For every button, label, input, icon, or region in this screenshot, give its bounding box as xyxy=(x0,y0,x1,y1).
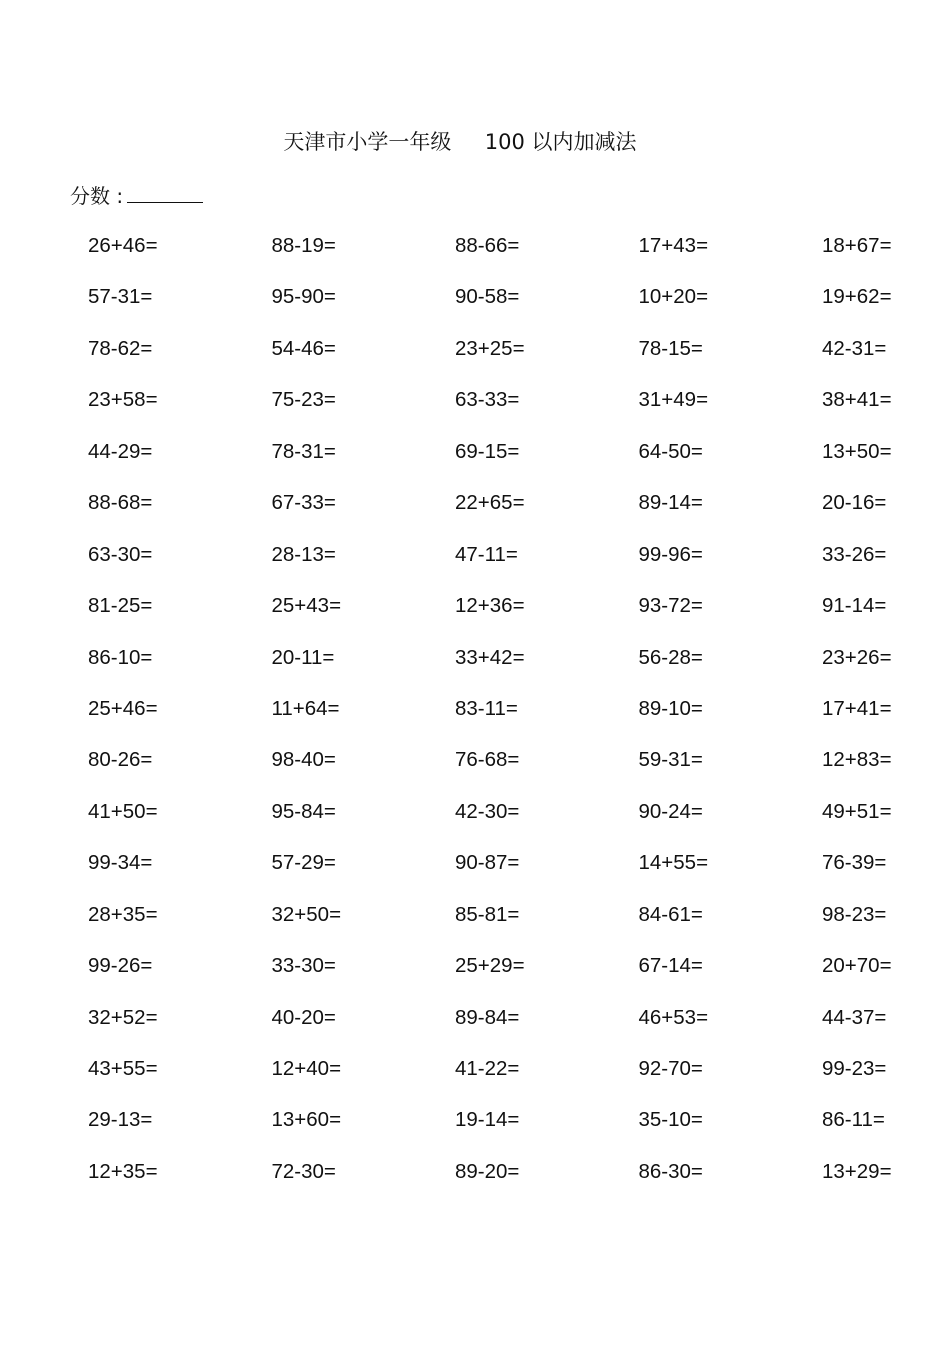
problem-item: 99-34= xyxy=(88,851,153,875)
problem-item: 12+40= xyxy=(271,1057,342,1080)
problem-item: 23+58= xyxy=(88,388,158,412)
problem-item: 29-13= xyxy=(88,1108,153,1132)
problem-item: 78-31= xyxy=(271,439,336,463)
problem-item: 22+65= xyxy=(455,491,525,515)
problem-item: 57-31= xyxy=(88,285,153,309)
problem-item: 19-14= xyxy=(455,1108,520,1132)
problem-item: 98-23= xyxy=(822,902,887,926)
problem-item: 25+29= xyxy=(455,954,525,978)
problem-item: 42-30= xyxy=(455,799,520,823)
problem-item: 43+55= xyxy=(88,1057,158,1080)
worksheet-title: 天津市小学一年级 100 以内加减法 xyxy=(283,130,637,154)
problem-item: 78-15= xyxy=(638,336,703,360)
problem-item: 89-84= xyxy=(455,1005,520,1029)
problem-item: 86-10= xyxy=(88,645,153,669)
problem-item: 20+70= xyxy=(822,954,892,978)
problem-item: 76-39= xyxy=(822,851,887,875)
score-label: 分数 : xyxy=(70,184,124,208)
problem-item: 13+50= xyxy=(822,439,892,463)
problem-item: 12+35= xyxy=(88,1159,158,1183)
problem-item: 83-11= xyxy=(455,696,518,720)
problem-item: 35-10= xyxy=(638,1108,703,1132)
problem-item: 13+60= xyxy=(271,1108,342,1132)
problem-item: 26+46= xyxy=(88,234,158,257)
score-field xyxy=(70,180,203,211)
problem-item: 88-66= xyxy=(455,234,520,257)
problem-item: 63-30= xyxy=(88,542,153,566)
problem-item: 17+41= xyxy=(822,696,892,720)
problem-item: 89-14= xyxy=(638,491,703,515)
problem-item: 95-90= xyxy=(271,285,336,309)
problem-item: 40-20= xyxy=(271,1005,336,1029)
problem-item: 99-23= xyxy=(822,1057,887,1080)
problem-item: 25+43= xyxy=(271,594,342,618)
problem-item: 67-14= xyxy=(638,954,703,978)
problem-item: 20-11= xyxy=(271,645,335,669)
problem-item: 41-22= xyxy=(455,1057,520,1080)
problem-item: 17+43= xyxy=(638,234,709,257)
problem-item: 33-26= xyxy=(822,542,887,566)
problem-item: 31+49= xyxy=(638,388,709,412)
problem-item: 84-61= xyxy=(638,902,703,926)
problem-item: 23+25= xyxy=(455,336,525,360)
problem-item: 32+50= xyxy=(271,902,342,926)
problem-item: 54-46= xyxy=(271,336,336,360)
problem-item: 88-19= xyxy=(271,234,336,257)
problem-item: 32+52= xyxy=(88,1005,158,1029)
problem-item: 47-11= xyxy=(455,542,518,566)
problem-item: 80-26= xyxy=(88,748,153,772)
problem-item: 92-70= xyxy=(638,1057,703,1080)
problem-item: 38+41= xyxy=(822,388,892,412)
problem-item: 10+20= xyxy=(638,285,709,309)
problem-item: 20-16= xyxy=(822,491,887,515)
problem-item: 81-25= xyxy=(88,594,153,618)
problem-item: 69-15= xyxy=(455,439,520,463)
problem-item: 99-96= xyxy=(638,542,703,566)
problem-item: 98-40= xyxy=(271,748,336,772)
problem-item: 95-84= xyxy=(271,799,336,823)
problem-item: 14+55= xyxy=(638,851,709,875)
problem-item: 33-30= xyxy=(271,954,336,978)
problem-item: 67-33= xyxy=(271,491,336,515)
problem-item: 89-20= xyxy=(455,1159,520,1183)
problem-item: 86-11= xyxy=(822,1108,885,1132)
problem-item: 23+26= xyxy=(822,645,892,669)
problem-item: 91-14= xyxy=(822,594,887,618)
problem-item: 75-23= xyxy=(271,388,336,412)
problem-item: 93-72= xyxy=(638,594,703,618)
problem-item: 59-31= xyxy=(638,748,703,772)
problem-item: 11+64= xyxy=(271,696,340,720)
problem-item: 90-24= xyxy=(638,799,703,823)
problem-item: 85-81= xyxy=(455,902,520,926)
problem-item: 57-29= xyxy=(271,851,336,875)
problem-item: 18+67= xyxy=(822,234,892,257)
problem-item: 12+83= xyxy=(822,748,892,772)
problem-item: 63-33= xyxy=(455,388,520,412)
problem-item: 12+36= xyxy=(455,594,525,618)
problem-item: 88-68= xyxy=(88,491,153,515)
problem-item: 33+42= xyxy=(455,645,525,669)
problem-item: 78-62= xyxy=(88,336,153,360)
problem-item: 56-28= xyxy=(638,645,703,669)
problem-item: 89-10= xyxy=(638,696,703,720)
problem-item: 42-31= xyxy=(822,336,887,360)
problem-item: 90-58= xyxy=(455,285,520,309)
problem-item: 41+50= xyxy=(88,799,158,823)
problem-item: 86-30= xyxy=(638,1159,703,1183)
problem-item: 28-13= xyxy=(271,542,336,566)
problem-grid xyxy=(88,231,928,1208)
problem-item: 64-50= xyxy=(638,439,703,463)
problem-item: 90-87= xyxy=(455,851,520,875)
problem-item: 76-68= xyxy=(455,748,520,772)
problem-item: 46+53= xyxy=(638,1005,709,1029)
problem-item: 13+29= xyxy=(822,1159,892,1183)
problem-item: 99-26= xyxy=(88,954,153,978)
score-blank-line[interactable] xyxy=(127,180,203,203)
problem-item: 25+46= xyxy=(88,696,158,720)
problem-item: 19+62= xyxy=(822,285,892,309)
problem-item: 49+51= xyxy=(822,799,892,823)
problem-item: 72-30= xyxy=(271,1159,336,1183)
problem-item: 28+35= xyxy=(88,902,158,926)
problem-item: 44-29= xyxy=(88,439,153,463)
problem-item: 44-37= xyxy=(822,1005,887,1029)
